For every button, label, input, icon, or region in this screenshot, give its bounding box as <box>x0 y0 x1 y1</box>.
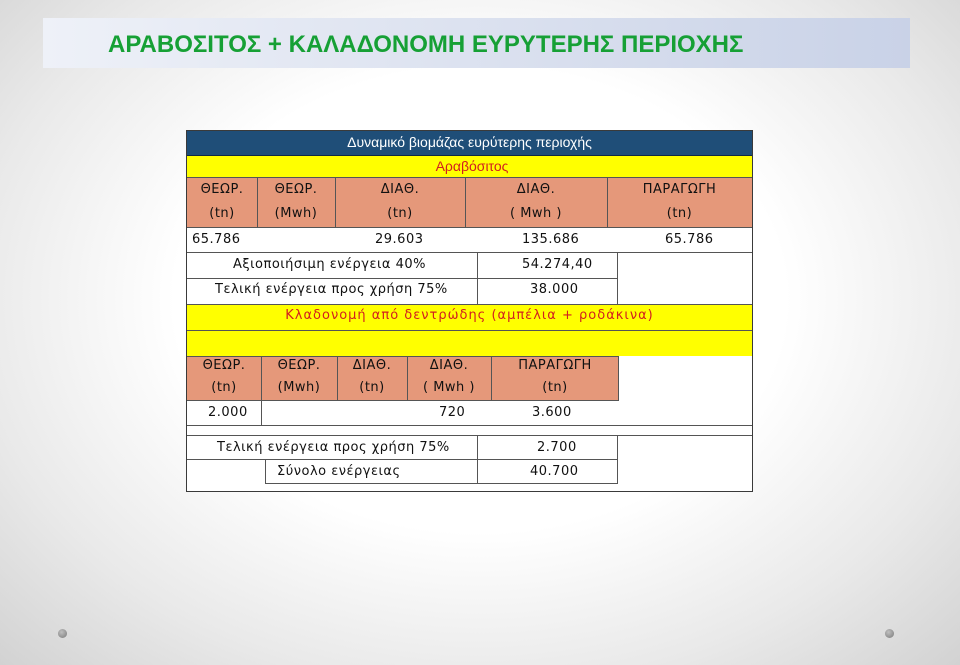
s2-col2-line2: (Mwh) <box>277 380 321 395</box>
s1-col3-line1: ΔΙΑΘ. <box>380 182 420 197</box>
s1-value-3: 135.686 <box>522 232 580 247</box>
divider <box>261 401 262 426</box>
s1-value-4: 65.786 <box>665 232 714 247</box>
decorative-dot-right <box>885 629 894 638</box>
s1-value-1: 65.786 <box>192 232 241 247</box>
s2-col5-line2: (tn) <box>542 380 568 395</box>
s1-col1-line1: ΘΕΩΡ. <box>200 182 244 197</box>
section2-name: Κλαδονομή από δεντρώδης (αμπέλια + ροδάκινα) <box>285 308 654 323</box>
s1-col1-line2: (tn) <box>209 206 235 221</box>
s2-value-2: 720 <box>439 405 466 420</box>
divider <box>617 253 618 279</box>
biomass-table <box>186 130 753 492</box>
divider <box>617 460 618 484</box>
s1-col5-line2: (tn) <box>666 206 693 221</box>
s2-col3-line1: ΔΙΑΘ. <box>352 358 392 373</box>
s2-col1-line2: (tn) <box>211 380 237 395</box>
page-title: ΑΡΑΒΟΣΙΤΟΣ + ΚΑΛΑΔΟΝΟΜΗ ΕΥΡΥΤΕΡΗΣ ΠΕΡΙΟΧΗΣ <box>108 31 744 58</box>
section1-name: Αραβόσιτος <box>435 158 509 174</box>
s2-final-energy-value: 2.700 <box>537 440 577 455</box>
decorative-dot-left <box>58 629 67 638</box>
s1-col5-line1: ΠΑΡΑΓΩΓΗ <box>642 182 717 197</box>
s2-final-energy-label: Τελική ενέργεια προς χρήση 75% <box>217 440 450 455</box>
s1-col2-line2: (Mwh) <box>274 206 318 221</box>
s2-col5-line1: ΠΑΡΑΓΩΓΗ <box>518 358 592 373</box>
usable-energy-value: 54.274,40 <box>522 257 593 272</box>
total-energy-value: 40.700 <box>530 464 579 479</box>
final-energy-value: 38.000 <box>530 282 579 297</box>
divider <box>477 436 478 460</box>
divider <box>617 279 618 304</box>
section2-yellow-row <box>187 331 752 356</box>
s1-col2-line1: ΘΕΩΡ. <box>274 182 318 197</box>
spacer-row <box>187 426 752 436</box>
s1-col4-line1: ΔΙΑΘ. <box>516 182 556 197</box>
s1-col4-line2: ( Mwh ) <box>510 206 562 221</box>
final-energy-label: Τελική ενέργεια προς χρήση 75% <box>215 282 448 297</box>
s1-col3-line2: (tn) <box>387 206 413 221</box>
usable-energy-label: Αξιοποιήσιμη ενέργεια 40% <box>233 257 426 272</box>
s2-col4-line2: ( Mwh ) <box>423 380 475 395</box>
table-heading: Δυναμικό βιομάζας ευρύτερης περιοχής <box>347 134 592 150</box>
s2-col4-line1: ΔΙΑΘ. <box>429 358 469 373</box>
s2-value-3: 3.600 <box>532 405 572 420</box>
divider <box>477 279 478 304</box>
section2-values-row <box>187 401 752 426</box>
s2-col3-line2: (tn) <box>359 380 385 395</box>
divider <box>477 253 478 279</box>
s1-value-2: 29.603 <box>375 232 424 247</box>
s2-col1-line1: ΘΕΩΡ. <box>202 358 246 373</box>
divider <box>617 436 618 460</box>
total-energy-label: Σύνολο ενέργειας <box>277 464 401 479</box>
divider <box>477 460 478 484</box>
s2-col2-line1: ΘΕΩΡ. <box>277 358 321 373</box>
s2-value-1: 2.000 <box>208 405 248 420</box>
